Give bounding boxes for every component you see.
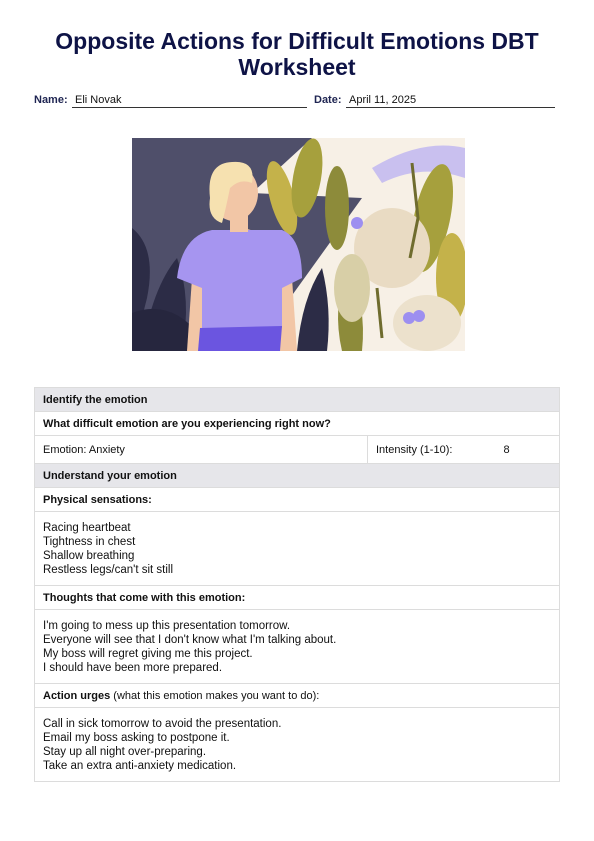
date-input[interactable]: April 11, 2025 xyxy=(346,94,555,108)
emotion-field[interactable]: Emotion: Anxiety xyxy=(35,436,368,464)
woman-nature-illustration xyxy=(132,138,465,351)
urges-line: Call in sick tomorrow to avoid the presentation. xyxy=(43,717,282,730)
urges-line: Stay up all night over-preparing. xyxy=(43,745,207,758)
name-label: Name: xyxy=(34,94,68,106)
thoughts-line: I should have been more prepared. xyxy=(43,661,223,674)
question-row xyxy=(35,412,560,436)
physical-label: Physical sensations: xyxy=(35,488,560,512)
intensity-field[interactable] xyxy=(368,436,560,464)
physical-textarea[interactable] xyxy=(35,512,560,586)
physical-line: Shallow breathing xyxy=(43,549,135,562)
section-understand-header: Understand your emotion xyxy=(35,464,560,488)
date-label: Date: xyxy=(314,94,342,106)
thoughts-label-row xyxy=(35,586,560,610)
intensity-label: Intensity (1-10): xyxy=(376,443,453,456)
urges-textarea[interactable] xyxy=(35,708,560,782)
thoughts-line: Everyone will see that I don't know what I'm talking about. xyxy=(43,633,337,646)
thoughts-line: I'm going to mess up this presentation tomorrow. xyxy=(43,619,291,632)
urges-textarea-row xyxy=(35,708,560,782)
urges-note: (what this emotion makes you want to do): xyxy=(110,689,320,702)
emotion-row xyxy=(35,436,560,464)
question-label: What difficult emotion are you experiencing right now? xyxy=(35,412,560,436)
physical-line: Restless legs/can't sit still xyxy=(43,563,174,576)
physical-textarea-row xyxy=(35,512,560,586)
physical-line: Racing heartbeat xyxy=(43,521,131,534)
physical-line: Tightness in chest xyxy=(43,535,136,548)
physical-label-row xyxy=(35,488,560,512)
urges-line: Email my boss asking to postpone it. xyxy=(43,731,230,744)
thoughts-line: My boss will regret giving me this project. xyxy=(43,647,253,660)
urges-label: Action urges xyxy=(43,689,111,702)
thoughts-label: Thoughts that come with this emotion: xyxy=(35,586,560,610)
thoughts-textarea-row xyxy=(35,610,560,684)
section-identify-header: Identify the emotion xyxy=(35,388,560,412)
urges-label-row xyxy=(35,684,560,708)
emotion-worksheet-table xyxy=(34,387,560,782)
page-title: Opposite Actions for Difficult Emotions DBT Worksheet xyxy=(55,28,539,80)
name-input[interactable]: Eli Novak xyxy=(72,94,307,108)
intensity-value: 8 xyxy=(503,443,510,456)
thoughts-textarea[interactable] xyxy=(35,610,560,684)
urges-line: Take an extra anti-anxiety medication. xyxy=(43,759,237,772)
